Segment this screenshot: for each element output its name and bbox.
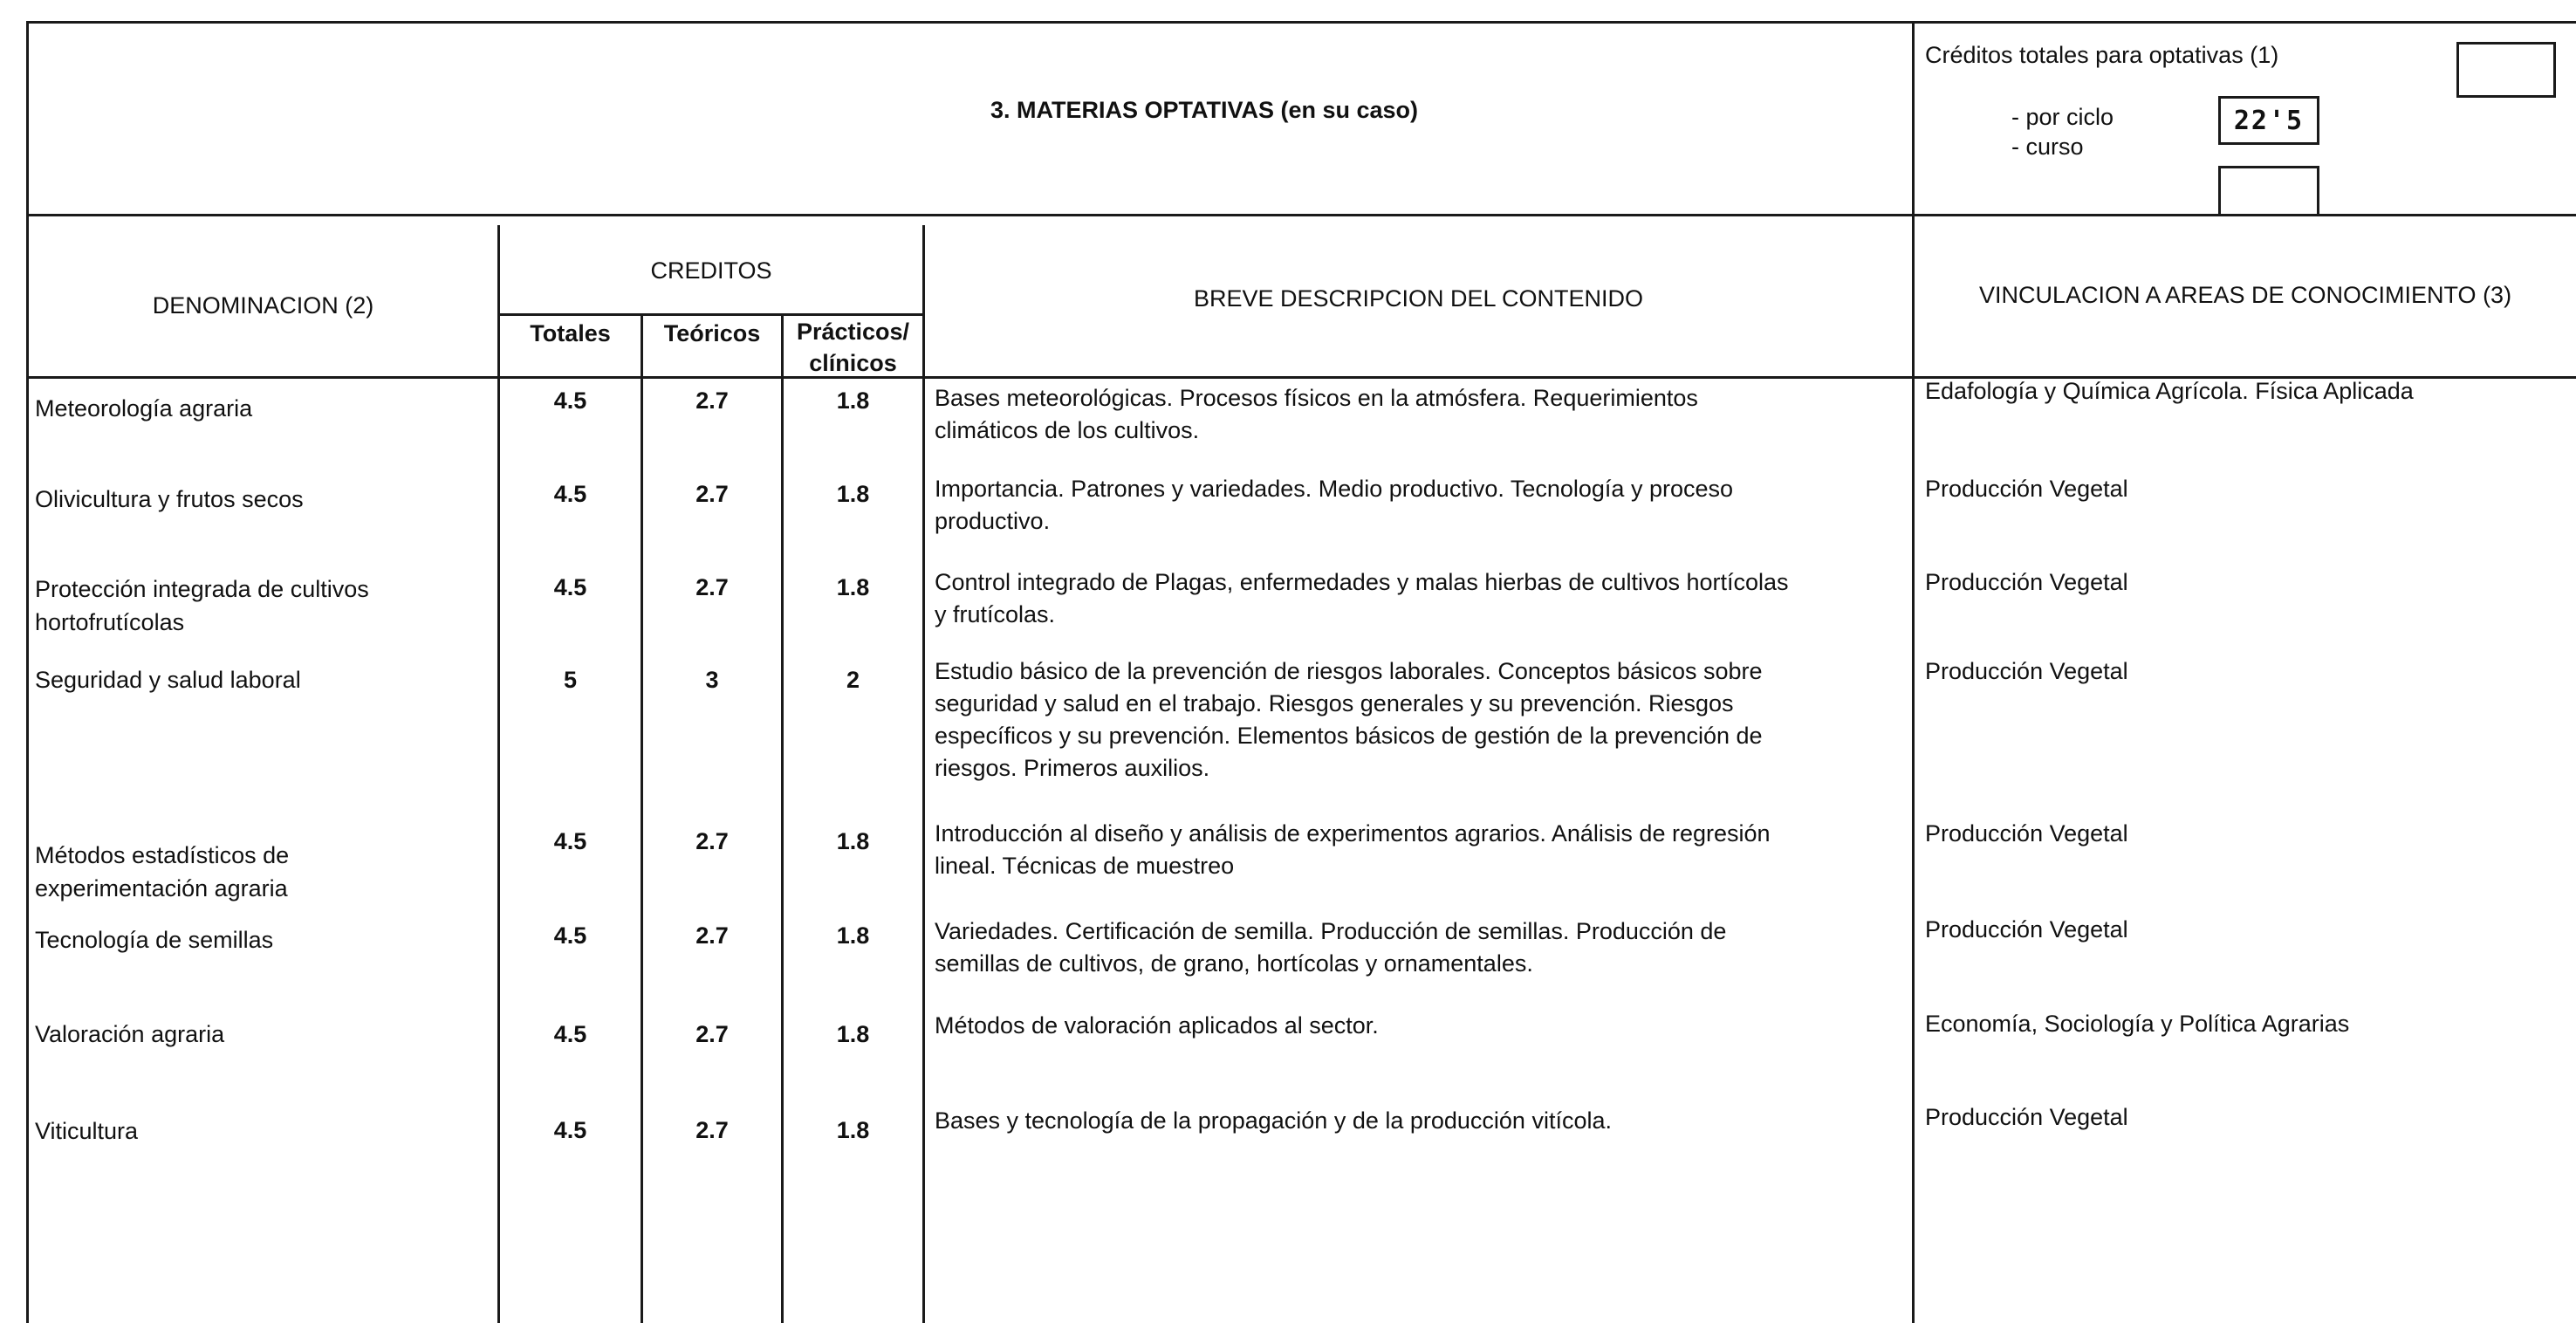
credits-totales: 4.5 [553, 387, 587, 414]
header-bottom-border [26, 214, 2576, 216]
por-ciclo-label: - por ciclo [2011, 104, 2114, 130]
header-right-divider [1912, 21, 1915, 1323]
course-description: Importancia. Patrones y variedades. Medio productivo. Tecnología y proceso [935, 476, 1734, 502]
credits-teoricos: 3 [705, 667, 719, 693]
course-name: hortofrutícolas [35, 609, 185, 635]
teoricos-header: Teóricos [663, 320, 761, 346]
credits-totales: 4.5 [553, 1021, 587, 1047]
knowledge-area: Producción Vegetal [1925, 916, 2128, 943]
credits-practicos: 1.8 [836, 574, 870, 600]
credits-total-label: Créditos totales para optativas (1) [1925, 42, 2279, 68]
knowledge-area: Producción Vegetal [1925, 1104, 2128, 1130]
credits-teoricos: 2.7 [695, 1021, 729, 1047]
descripcion-header: BREVE DESCRIPCION DEL CONTENIDO [1193, 285, 1644, 312]
credits-practicos: 1.8 [836, 387, 870, 414]
course-name: Métodos estadísticos de [35, 842, 290, 868]
credits-totales: 4.5 [553, 922, 587, 949]
top-border [26, 21, 2576, 24]
course-name: Olivicultura y frutos secos [35, 486, 304, 512]
credits-teoricos: 2.7 [695, 828, 729, 854]
knowledge-area: Edafología y Química Agrícola. Física Aplicada [1925, 378, 2414, 404]
course-description: Bases y tecnología de la propagación y de la producción vitícola. [935, 1107, 1612, 1134]
course-name: Protección integrada de cultivos [35, 576, 369, 602]
course-description: Control integrado de Plagas, enfermedades y malas hierbas de cultivos hortícolas [935, 569, 1789, 595]
credits-teoricos: 2.7 [695, 574, 729, 600]
credits-totales: 4.5 [553, 828, 587, 854]
course-name: Tecnología de semillas [35, 927, 274, 953]
curso-box [2218, 166, 2319, 216]
credits-total-box [2456, 42, 2556, 98]
course-description: Variedades. Certificación de semilla. Producción de semillas. Producción de [935, 918, 1727, 944]
course-description: Introducción al diseño y análisis de experimentos agrarios. Análisis de regresión [935, 820, 1771, 847]
course-description: y frutícolas. [935, 601, 1056, 627]
practicos-header-line2: clínicos [809, 350, 897, 376]
left-border [26, 21, 29, 1323]
por-ciclo-box [2218, 96, 2319, 145]
credits-practicos: 1.8 [836, 1117, 870, 1143]
credits-teoricos: 2.7 [695, 922, 729, 949]
course-description: específicos y su prevención. Elementos básicos de gestión de la prevención de [935, 723, 1763, 749]
course-name: Seguridad y salud laboral [35, 667, 301, 693]
course-description: lineal. Técnicas de muestreo [935, 853, 1235, 879]
course-name: Meteorología agraria [35, 395, 253, 422]
credits-practicos: 1.8 [836, 1021, 870, 1047]
knowledge-area: Producción Vegetal [1925, 476, 2128, 502]
course-name: Valoración agraria [35, 1021, 225, 1047]
course-description: Estudio básico de la prevención de riesgos laborales. Conceptos básicos sobre [935, 658, 1763, 684]
course-description: seguridad y salud en el trabajo. Riesgos generales y su prevención. Riesgos [935, 690, 1734, 716]
totales-header: Totales [530, 320, 611, 346]
credits-practicos: 2 [846, 667, 860, 693]
teoricos-divider [781, 313, 784, 1323]
totales-divider [641, 313, 643, 1323]
credits-teoricos: 2.7 [695, 1117, 729, 1143]
credits-totales: 4.5 [553, 574, 587, 600]
credits-teoricos: 2.7 [695, 481, 729, 507]
credits-practicos: 1.8 [836, 481, 870, 507]
knowledge-area: Producción Vegetal [1925, 569, 2128, 595]
course-description: Métodos de valoración aplicados al sector. [935, 1012, 1379, 1039]
denominacion-header: DENOMINACION (2) [152, 292, 374, 319]
course-name: Viticultura [35, 1118, 139, 1144]
course-description: climáticos de los cultivos. [935, 417, 1200, 443]
creditos-divider [922, 225, 925, 1323]
course-name: experimentación agraria [35, 875, 288, 902]
course-description: productivo. [935, 508, 1051, 534]
vinculacion-header: VINCULACION A AREAS DE CONOCIMIENTO (3) [1978, 282, 2512, 308]
credits-practicos: 1.8 [836, 828, 870, 854]
curso-label: - curso [2011, 134, 2084, 160]
credits-teoricos: 2.7 [695, 387, 729, 414]
credits-totales: 5 [563, 667, 578, 693]
knowledge-area: Producción Vegetal [1925, 820, 2128, 847]
course-description: Bases meteorológicas. Procesos físicos en la atmósfera. Requerimientos [935, 385, 1698, 411]
credits-totales: 4.5 [553, 1117, 587, 1143]
knowledge-area: Producción Vegetal [1925, 658, 2128, 684]
creditos-header: CREDITOS [650, 257, 772, 284]
course-description: riesgos. Primeros auxilios. [935, 755, 1210, 781]
knowledge-area: Economía, Sociología y Política Agrarias [1925, 1011, 2350, 1037]
course-description: semillas de cultivos, de grano, hortícolas y ornamentales. [935, 950, 1533, 977]
section-title: 3. MATERIAS OPTATIVAS (en su caso) [990, 97, 1419, 123]
practicos-header-line1: Prácticos/ [796, 319, 910, 345]
credits-totales: 4.5 [553, 481, 587, 507]
por-ciclo-value: 22'5 [2233, 106, 2305, 136]
credits-practicos: 1.8 [836, 922, 870, 949]
